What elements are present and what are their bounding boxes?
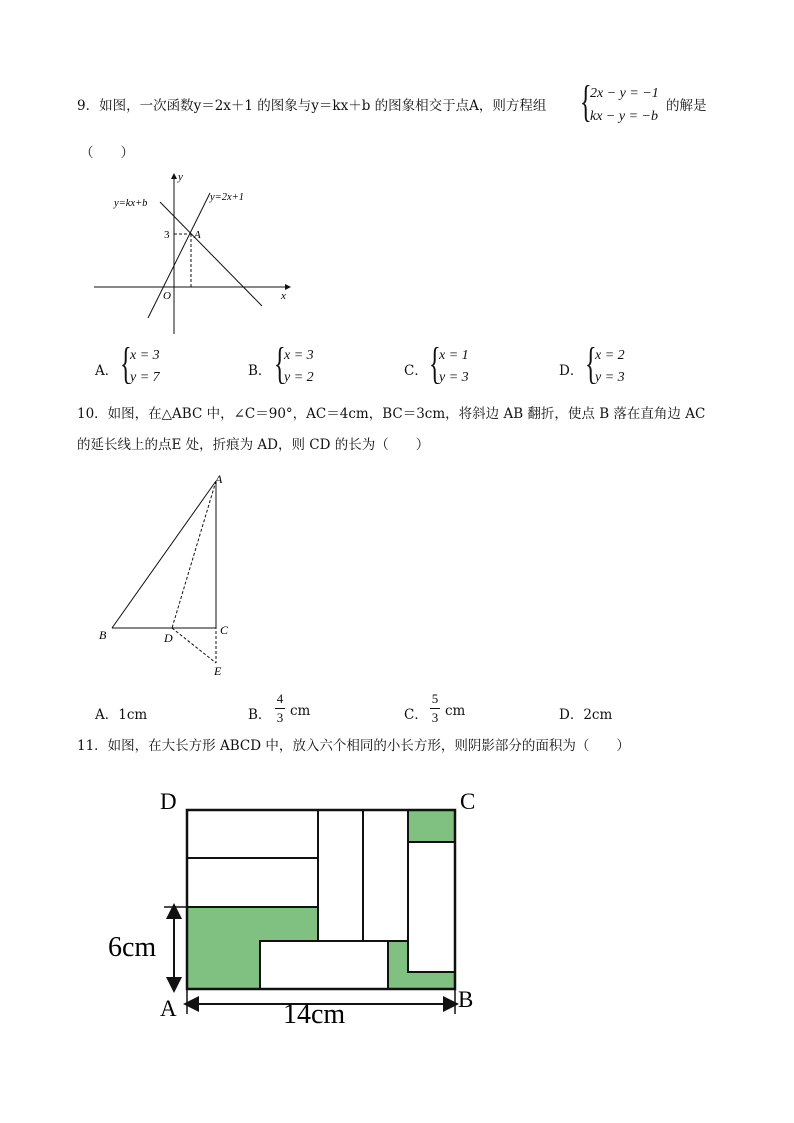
line-2x-plus-1 bbox=[148, 193, 210, 318]
q10-option-b-unit: cm bbox=[290, 703, 311, 719]
label-y: y bbox=[178, 171, 183, 183]
q10-option-c-letter[interactable]: C． bbox=[404, 707, 428, 723]
label-width: 14cm bbox=[283, 999, 346, 1030]
small-rect-4 bbox=[363, 810, 408, 941]
q10-option-c-denominator: 3 bbox=[431, 710, 439, 725]
label-origin: O bbox=[163, 290, 171, 302]
q10-option-c-fraction-bar bbox=[430, 708, 440, 709]
label-e: E bbox=[214, 664, 222, 678]
q9-option-d-brace: { bbox=[585, 339, 597, 388]
label-height: 6cm bbox=[108, 932, 157, 963]
q9-graph bbox=[90, 168, 300, 338]
q10-triangle-figure bbox=[90, 468, 250, 684]
small-rect-3 bbox=[318, 810, 363, 941]
q10-option-a[interactable]: A．1cm bbox=[95, 707, 148, 723]
q10-option-d[interactable]: D．2cm bbox=[559, 707, 613, 723]
side-ab bbox=[112, 481, 216, 628]
q10-option-b-letter[interactable]: B． bbox=[248, 707, 272, 723]
q10-option-b-denominator: 3 bbox=[276, 710, 284, 725]
q9-system-brace: { bbox=[580, 77, 592, 126]
q9-option-c-brace: { bbox=[429, 339, 441, 388]
q9-stem-tail: 的解是 bbox=[666, 98, 707, 114]
label-a: A bbox=[160, 996, 177, 1021]
q9-option-d-line1: x = 2 bbox=[595, 348, 625, 363]
small-rect-1 bbox=[187, 810, 318, 858]
q9-option-b-line1: x = 3 bbox=[284, 348, 314, 363]
label-3: 3 bbox=[164, 229, 170, 241]
q9-option-a-brace: { bbox=[120, 339, 132, 388]
q10-stem-line1: 10．如图，在△ABC 中，∠C＝90°，AC＝4cm，BC＝3cm，将斜边 AB 翻折，使点 B 落在直角边 AC bbox=[77, 406, 706, 422]
label-a: A bbox=[215, 472, 223, 486]
q9-answer-paren: （ ） bbox=[80, 145, 134, 161]
q9-option-c-letter[interactable]: C． bbox=[404, 363, 428, 379]
shaded-region-bottom-right bbox=[388, 941, 455, 989]
q9-option-b-letter[interactable]: B． bbox=[248, 363, 272, 379]
label-x: x bbox=[281, 290, 286, 302]
q9-option-d-line2: y = 3 bbox=[595, 370, 625, 385]
q10-option-b-numerator: 4 bbox=[276, 691, 284, 706]
small-rect-6 bbox=[260, 941, 388, 989]
q11-rectangle-figure bbox=[100, 780, 500, 1040]
label-d: D bbox=[164, 631, 173, 645]
segment-de bbox=[172, 628, 216, 663]
shaded-region-left bbox=[187, 907, 318, 989]
q9-system-line2: kx − y = −b bbox=[590, 109, 658, 124]
label-b: B bbox=[458, 987, 474, 1012]
q11-stem: 11．如图，在大长方形 ABCD 中，放入六个相同的小长方形，则阴影部分的面积为（ ） bbox=[77, 738, 630, 754]
q9-option-c-line2: y = 3 bbox=[439, 370, 469, 385]
q9-option-a-letter[interactable]: A． bbox=[95, 363, 119, 379]
q10-option-c-unit: cm bbox=[445, 703, 466, 719]
q10-stem-line2: 的延长线上的点E 处，折痕为 AD，则 CD 的长为（ ） bbox=[77, 437, 430, 453]
q9-stem: 9．如图，一次函数y＝2x＋1 的图象与y＝kx＋b 的图象相交于点A，则方程组 bbox=[77, 98, 547, 114]
q9-option-d-letter[interactable]: D． bbox=[559, 363, 584, 379]
label-line-kx-b: y=kx+b bbox=[114, 198, 148, 209]
label-b: B bbox=[99, 628, 107, 642]
q10-option-b-fraction-bar bbox=[275, 708, 285, 709]
q9-option-c-line1: x = 1 bbox=[439, 348, 469, 363]
q10-option-c-numerator: 5 bbox=[431, 691, 439, 706]
q9-option-a-line1: x = 3 bbox=[130, 348, 160, 363]
label-c: C bbox=[460, 789, 476, 814]
q9-option-b-brace: { bbox=[274, 339, 286, 388]
small-rect-5 bbox=[408, 842, 455, 972]
label-line-2x-1: y=2x+1 bbox=[210, 192, 244, 203]
q9-option-b-line2: y = 2 bbox=[284, 370, 314, 385]
q9-system-line1: 2x − y = −1 bbox=[590, 86, 659, 101]
fold-ad bbox=[172, 481, 216, 628]
small-rect-2 bbox=[187, 858, 318, 907]
q9-option-a-line2: y = 7 bbox=[130, 370, 160, 385]
label-c: C bbox=[220, 623, 229, 637]
line-kx-plus-b bbox=[160, 202, 262, 306]
label-d: D bbox=[160, 789, 177, 814]
label-a: A bbox=[194, 229, 201, 241]
shaded-region-top-right bbox=[408, 810, 455, 842]
